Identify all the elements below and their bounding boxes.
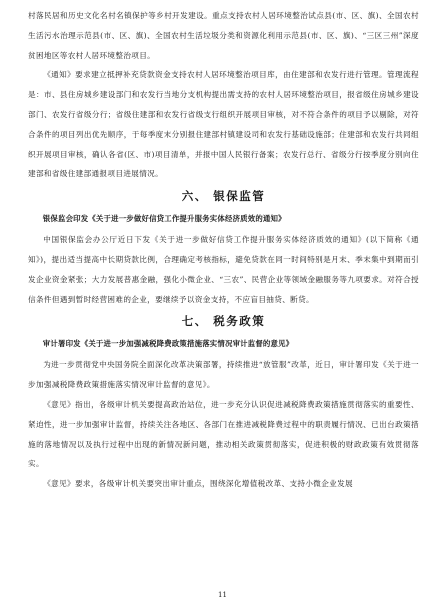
- body-paragraph-cbirc-notice: 中国银保监会办公厅近日下发《关于进一步做好信贷工作提升服务实体经济质效的通知》(以下简称《通知》)，提出适当提高中长期贷款比例，合理确定考核指标，避免贷款在同一时间特别是月末、季末集中到期而引发企业资金紧张；大力发展普惠金融，强化小微企业、“三农”、民营企业等领域金融服务等九项要求。对符合授信条件但遇到暂时经营困难的企业，要继续予以资金支持，不应盲目抽贷、断贷。: [28, 235, 419, 304]
- body-paragraph-continuation: 村落民居和历史文化名村名镇保护等乡村开发建设。重点支持农村人居环境整治试点县(市、区、旗)、全国农村生活污水治理示范县(市、区、旗)、全国农村生活垃圾分类和资源化利用示范县(市、区、旗)、“三区三州”深度贫困地区等农村人居环境整治项目。: [28, 11, 419, 60]
- body-paragraph-opinion-points: 《意见》指出，各级审计机关要提高政治站位，进一步充分认识促进减税降费政策措施贯彻落实的重要性、紧迫性，进一步加强审计监督，持续关注各地区、各部门在推进减税降费过程中的职责履行情况、已出台政策措施的落地情况以及执行过程中出现的新情况新问题，推动相关政策贯彻落实，促进积极的财政政策有效贯彻落实。: [28, 399, 419, 469]
- body-paragraph-notice-requirements: 《通知》要求建立抵押补充贷款资金支持农村人居环境整治项目库，由住建部和农发行进行管理。管理流程是：市、县住房城乡建设部门和农发行当地分支机构提出需支持的农村人居环境整治项目，报省级住房城乡建设部门、农发行省级分行；省级住建部和农发行省级支行组织开展项目审核，对不符合条件的项目予以剔除，对符合条件的项目列出优先顺序，于每季度末分别报住建部村镇建设司和农发行基础设施部；住建部和农发行共同组织开展项目审核，确认各省(区、市)项目清单，并报中国人民银行备案；农发行总行、省级分行按季度分别向住建部和省级住建部通报项目进展情况。: [28, 70, 419, 179]
- body-paragraph-audit-intro: 为进一步贯彻党中央国务院全面深化改革决策部署，持续推进“放管服”改革，近日，审计署印发《关于进一步加强减税降费政策措施落实情况审计监督的意见》。: [28, 360, 419, 390]
- subheading-audit-opinion: 审计署印发《关于进一步加强减税降费政策措施落实情况审计监督的意见》: [42, 339, 294, 349]
- section-heading-banking-supervision: 六、 银保监管: [181, 189, 266, 204]
- section-heading-tax-policy: 七、 税务政策: [181, 314, 266, 329]
- page-number: 11: [218, 591, 227, 599]
- subheading-cbirc-notice: 银保监会印发《关于进一步做好信贷工作提升服务实体经济质效的通知》: [42, 214, 286, 224]
- body-paragraph-opinion-requirements: 《意见》要求，各级审计机关要突出审计重点，围绕深化增值税改革、支持小微企业发展: [43, 479, 353, 489]
